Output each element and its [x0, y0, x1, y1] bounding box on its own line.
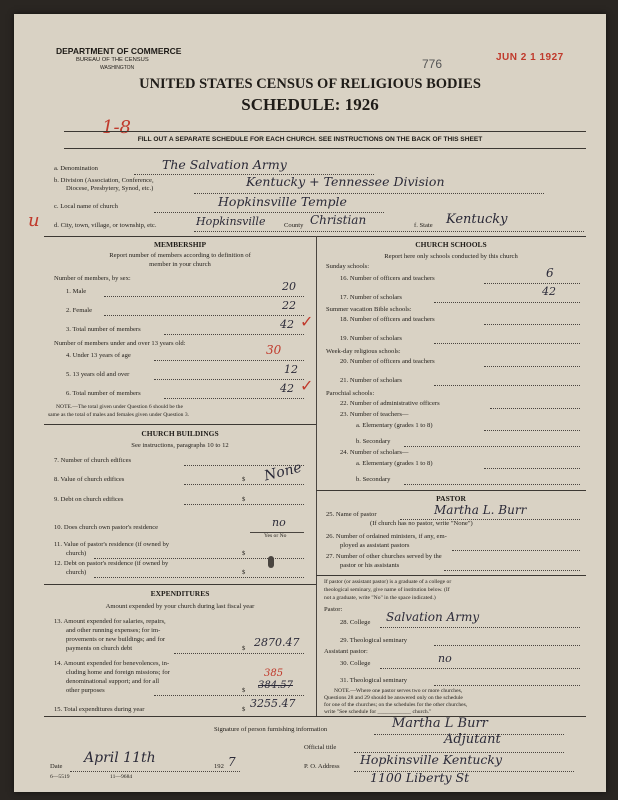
city-value: Hopkinsville	[196, 215, 266, 228]
q14-crossed-value: 384.57	[258, 680, 293, 691]
q14-dollar-sign: $	[242, 687, 246, 694]
q13-label-4: payments on church debt	[66, 645, 133, 652]
county-label: County	[284, 222, 304, 229]
q9-dollar-sign: $	[242, 496, 246, 503]
pastor-heading: PASTOR	[436, 494, 466, 503]
q25-note: (If church has no pastor, write "None")	[370, 520, 473, 527]
q1-value: 20	[282, 280, 296, 293]
q18-label: 18. Number of officers and teachers	[340, 316, 435, 323]
q16-label: 16. Number of officers and teachers	[340, 275, 435, 282]
assistant-pastor-subheading: Assistant pastor:	[324, 648, 368, 655]
q28-value: Salvation Army	[386, 610, 480, 624]
form-number: 6—5519	[50, 774, 70, 780]
membership-note-1: Report number of members according to definition of	[109, 252, 251, 259]
q3-label: 3. Total number of members	[66, 326, 141, 333]
q27-label: 27. Number of other churches served by the	[326, 553, 442, 560]
q3-check-mark: ✓	[300, 314, 314, 331]
q6-check-mark: ✓	[300, 378, 314, 395]
pastor-note-1: NOTE.—Where one pastor serves two or more churches,	[334, 688, 463, 694]
margin-mark: 1-8	[102, 117, 131, 138]
received-date-stamp: JUN 2 1 1927	[496, 52, 564, 63]
q6-value: 42	[280, 382, 294, 395]
q11-label-2: church)	[66, 550, 87, 557]
q10-value: no	[272, 516, 286, 529]
q22-label: 22. Number of administrative officers	[340, 400, 440, 407]
q23b-label: b. Secondary	[356, 438, 391, 445]
q17-label: 17. Number of scholars	[340, 294, 402, 301]
buildings-heading: CHURCH BUILDINGS	[141, 429, 219, 438]
schools-heading: CHURCH SCHOOLS	[415, 240, 487, 249]
q4-value: 30	[266, 343, 282, 357]
q16-value: 6	[546, 266, 554, 280]
q2-label: 2. Female	[66, 307, 93, 314]
date-label: Date	[50, 763, 63, 770]
weekday-schools-label: Week-day religious schools:	[326, 348, 401, 355]
q14-label-2: cluding home and foreign missions; for	[66, 669, 170, 676]
age-intro-label: Number of members under and over 13 years old:	[54, 340, 186, 347]
q13-dollar-sign: $	[242, 645, 246, 652]
q14-label-3: denominational support; and for all	[66, 678, 160, 685]
state-label: f. State	[414, 222, 433, 229]
parochial-schools-label: Parochial schools:	[326, 390, 375, 397]
q2-value: 22	[282, 299, 296, 312]
q3-value: 42	[280, 318, 294, 331]
sunday-schools-label: Sunday schools:	[326, 263, 370, 270]
year-prefix: 192	[214, 763, 224, 770]
expenditures-sub: Amount expended by your church during last fiscal year	[105, 603, 255, 610]
margin-u-mark: u	[28, 210, 40, 231]
q1-label: 1. Male	[66, 288, 87, 295]
membership-note-b: same as the total of males and females given under Question 3.	[48, 412, 190, 418]
pastor-note-3: for one of the churches; on the schedules for the other churches,	[324, 702, 468, 708]
q12-label-2: church)	[66, 569, 87, 576]
schedule-number-stamp: 776	[422, 57, 443, 71]
bureau-city: WASHINGTON	[100, 65, 135, 71]
q15-dollar-sign: $	[242, 706, 246, 713]
q30-value: no	[438, 652, 452, 665]
q21-label: 21. Number of scholars	[340, 377, 402, 384]
ink-blot	[268, 556, 274, 568]
q6-label: 6. Total number of members	[66, 390, 141, 397]
q27-label-2: pastor or his assistants	[340, 562, 400, 569]
city-label: d. City, town, village, or township, etc.	[54, 222, 157, 229]
q15-value: 3255.47	[250, 697, 296, 710]
form-number-2: 11—9684	[110, 774, 133, 780]
q5-value: 12	[284, 363, 298, 376]
signature-value: Martha L Burr	[392, 716, 488, 731]
buildings-sub: See instructions, paragraphs 10 to 12	[131, 442, 229, 449]
state-value: Kentucky	[446, 212, 508, 227]
q5-label: 5. 13 years old and over	[66, 371, 130, 378]
q25-value: Martha L. Burr	[434, 503, 527, 517]
q7-label: 7. Number of church edifices	[54, 457, 132, 464]
q24a-label: a. Elementary (grades 1 to 8)	[356, 460, 433, 467]
division-label: b. Division (Association, Conference,	[54, 177, 154, 184]
pastor-note-4: write "See schedule for ____________ church."	[324, 709, 432, 715]
q14-label-4: other purposes	[66, 687, 105, 694]
q17-value: 42	[542, 285, 556, 298]
q31-label: 31. Theological seminary	[340, 677, 408, 684]
q13-value: 2870.47	[254, 636, 300, 649]
date-value: April 11th	[84, 750, 156, 766]
q4-label: 4. Under 13 years of age	[66, 352, 131, 359]
q23-label: 23. Number of teachers—	[340, 411, 409, 418]
expenditures-heading: EXPENDITURES	[150, 589, 210, 598]
pastor-subheading: Pastor:	[324, 606, 343, 613]
q13-label-3: provements or new buildings; and for	[66, 636, 166, 643]
address-value: Hopkinsville Kentucky	[360, 752, 503, 767]
q24b-label: b. Secondary	[356, 476, 391, 483]
membership-note-2: member in your church	[149, 261, 211, 268]
county-value: Christian	[310, 213, 367, 227]
q28-label: 28. College	[340, 619, 371, 626]
q14-value: 385	[264, 668, 284, 679]
q19-label: 19. Number of scholars	[340, 335, 402, 342]
church-name-value: Hopkinsville Temple	[218, 194, 347, 209]
schools-sub: Report here only schools conducted by this church	[384, 253, 518, 260]
address-value-2: 1100 Liberty St	[370, 770, 470, 785]
official-title-label: Official title	[304, 744, 337, 751]
q12-label: 12. Debt on pastor's residence (if owned by	[54, 560, 169, 567]
q15-label: 15. Total expenditures during year	[54, 706, 145, 713]
q26-label-2: ployed as assistant pastors	[340, 542, 410, 549]
q9-label: 9. Debt on church edifices	[54, 496, 124, 503]
official-title-value: Adjutant	[444, 732, 501, 747]
q29-label: 29. Theological seminary	[340, 637, 408, 644]
q25-label: 25. Name of pastor	[326, 511, 377, 518]
schedule-title: SCHEDULE: 1926	[241, 95, 379, 114]
q23a-label: a. Elementary (grades 1 to 8)	[356, 422, 433, 429]
form-title: UNITED STATES CENSUS OF RELIGIOUS BODIES	[139, 76, 481, 92]
graduate-note-1: If pastor (or assistant pastor) is a graduate of a college or	[324, 579, 452, 585]
division-label-2: Diocese, Presbytery, Synod, etc.)	[66, 185, 154, 192]
q8-label: 8. Value of church edifices	[54, 476, 125, 483]
q8-value: None	[262, 459, 304, 485]
q10-label: 10. Does church own pastor's residence	[54, 524, 159, 531]
year-suffix: 7	[228, 755, 236, 769]
division-value: Kentucky + Tennessee Division	[246, 174, 445, 189]
membership-heading: MEMBERSHIP	[153, 240, 207, 249]
q13-label: 13. Amount expended for salaries, repairs,	[54, 618, 166, 625]
q11-dollar-sign: $	[242, 550, 246, 557]
summer-schools-label: Summer vacation Bible schools:	[326, 306, 412, 313]
denomination-value: The Salvation Army	[162, 157, 287, 172]
census-schedule-page	[14, 14, 606, 792]
q24-label: 24. Number of scholars—	[340, 449, 409, 456]
address-label: P. O. Address	[304, 763, 340, 770]
pastor-note-2: Questions 28 and 29 should be answered only on the schedule	[324, 695, 463, 701]
denomination-label: a. Denomination	[54, 165, 98, 172]
q11-label: 11. Value of pastor's residence (if owned by	[54, 541, 170, 548]
members-by-sex-label: Number of members, by sex:	[54, 275, 131, 282]
q13-label-2: and other running expenses; for im-	[66, 627, 161, 634]
q8-dollar-sign: $	[242, 476, 246, 483]
department-name: DEPARTMENT OF COMMERCE	[56, 46, 182, 56]
instruction-banner: FILL OUT A SEPARATE SCHEDULE FOR EACH CHURCH. SEE INSTRUCTIONS ON THE BACK OF THIS SHEET	[137, 136, 483, 143]
signature-label: Signature of person furnishing information	[214, 726, 328, 733]
q12-dollar-sign: $	[242, 569, 246, 576]
graduate-note-2: theological seminary, give name of institution below. (If	[324, 587, 450, 593]
q20-label: 20. Number of officers and teachers	[340, 358, 435, 365]
yes-no-hint: Yes or No	[264, 533, 287, 539]
church-name-label: c. Local name of church	[54, 203, 118, 210]
bureau-name: BUREAU OF THE CENSUS	[76, 57, 149, 63]
graduate-note-3: not a graduate, write "No" in the space indicated.)	[324, 595, 436, 601]
q26-label: 26. Number of ordained ministers, if any, em-	[326, 533, 447, 540]
membership-note-a: NOTE.—The total given under Question 6 should be the	[56, 404, 183, 410]
q14-label: 14. Amount expended for benevolences, in-	[54, 660, 170, 667]
q30-label: 30. College	[340, 660, 371, 667]
